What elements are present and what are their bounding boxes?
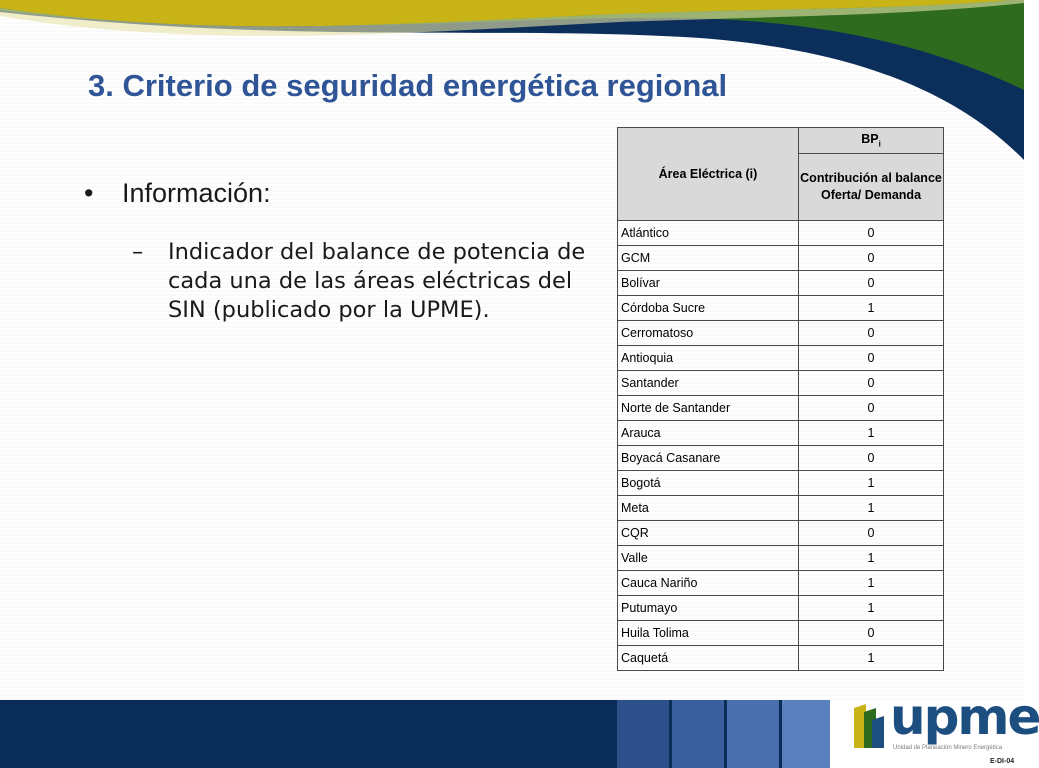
table-row: [618, 421, 944, 446]
upme-logo-text: upme: [890, 688, 1039, 746]
footer-block: [727, 700, 779, 768]
area-name-cell: Cerromatoso: [618, 321, 799, 346]
header-bp-subscript: i: [878, 139, 881, 149]
balance-table: [617, 127, 944, 671]
bp-value-cell: 0: [799, 446, 944, 471]
bp-value-cell: 0: [799, 521, 944, 546]
bp-value-cell: 1: [799, 471, 944, 496]
bp-value-cell: 0: [799, 346, 944, 371]
table-row: [618, 296, 944, 321]
header-bp-main: BP: [861, 132, 879, 147]
bp-value-cell: 1: [799, 571, 944, 596]
table-row: [618, 446, 944, 471]
area-name-cell: Cauca Nariño: [618, 571, 799, 596]
area-name-cell: Putumayo: [618, 596, 799, 621]
area-name-cell: Santander: [618, 371, 799, 396]
table-row: [618, 321, 944, 346]
table-row: [618, 246, 944, 271]
area-name-cell: GCM: [618, 246, 799, 271]
table-row: [618, 571, 944, 596]
bullet-sub-text: Indicador del balance de potencia de cada una de las áreas eléctricas del SIN (publicado por la UPME).: [168, 239, 586, 323]
table-row: [618, 646, 944, 671]
area-name-cell: Bolívar: [618, 271, 799, 296]
footer-block: [617, 700, 669, 768]
area-name-cell: Caquetá: [618, 646, 799, 671]
table-body: [618, 221, 944, 671]
area-name-cell: Arauca: [618, 421, 799, 446]
area-name-cell: CQR: [618, 521, 799, 546]
area-name-cell: Bogotá: [618, 471, 799, 496]
footer-block: [782, 700, 830, 768]
slide-title: 3. Criterio de seguridad energética regional: [88, 68, 728, 103]
table-row: [618, 546, 944, 571]
bp-value-cell: 1: [799, 546, 944, 571]
table-row: [618, 596, 944, 621]
bullet-main: [84, 178, 271, 209]
table-row: [618, 221, 944, 246]
table-row: [618, 521, 944, 546]
bp-value-cell: 0: [799, 246, 944, 271]
header-area: Área Eléctrica (i): [618, 128, 799, 221]
table-row: [618, 371, 944, 396]
bp-value-cell: 1: [799, 496, 944, 521]
area-name-cell: Boyacá Casanare: [618, 446, 799, 471]
bullet-sub: [132, 238, 592, 325]
table-row: [618, 271, 944, 296]
bullet-dot: •: [84, 178, 94, 208]
bullet-dash: –: [132, 239, 144, 265]
area-name-cell: Antioquia: [618, 346, 799, 371]
area-name-cell: Atlántico: [618, 221, 799, 246]
area-name-cell: Meta: [618, 496, 799, 521]
bp-value-cell: 0: [799, 271, 944, 296]
bp-value-cell: 1: [799, 596, 944, 621]
upme-logo-icon: [850, 700, 888, 752]
bp-value-cell: 1: [799, 646, 944, 671]
footer-block: [672, 700, 724, 768]
bp-value-cell: 0: [799, 621, 944, 646]
table-row: [618, 396, 944, 421]
bp-value-cell: 1: [799, 421, 944, 446]
bp-value-cell: 0: [799, 396, 944, 421]
table-row: [618, 621, 944, 646]
bp-value-cell: 0: [799, 221, 944, 246]
bullet-main-text: Información:: [122, 178, 271, 208]
area-name-cell: Valle: [618, 546, 799, 571]
area-name-cell: Norte de Santander: [618, 396, 799, 421]
table-row: [618, 346, 944, 371]
header-bp: [799, 128, 944, 154]
table-row: [618, 471, 944, 496]
bp-value-cell: 0: [799, 321, 944, 346]
upme-logo-tagline: Unidad de Planeación Minero Energética: [893, 745, 1003, 751]
table-row: [618, 496, 944, 521]
area-name-cell: Huila Tolima: [618, 621, 799, 646]
bp-value-cell: 1: [799, 296, 944, 321]
area-name-cell: Córdoba Sucre: [618, 296, 799, 321]
header-contribution: Contribución al balance Oferta/ Demanda: [799, 154, 944, 221]
bp-value-cell: 0: [799, 371, 944, 396]
slide-code: E-DI-04: [990, 758, 1015, 765]
